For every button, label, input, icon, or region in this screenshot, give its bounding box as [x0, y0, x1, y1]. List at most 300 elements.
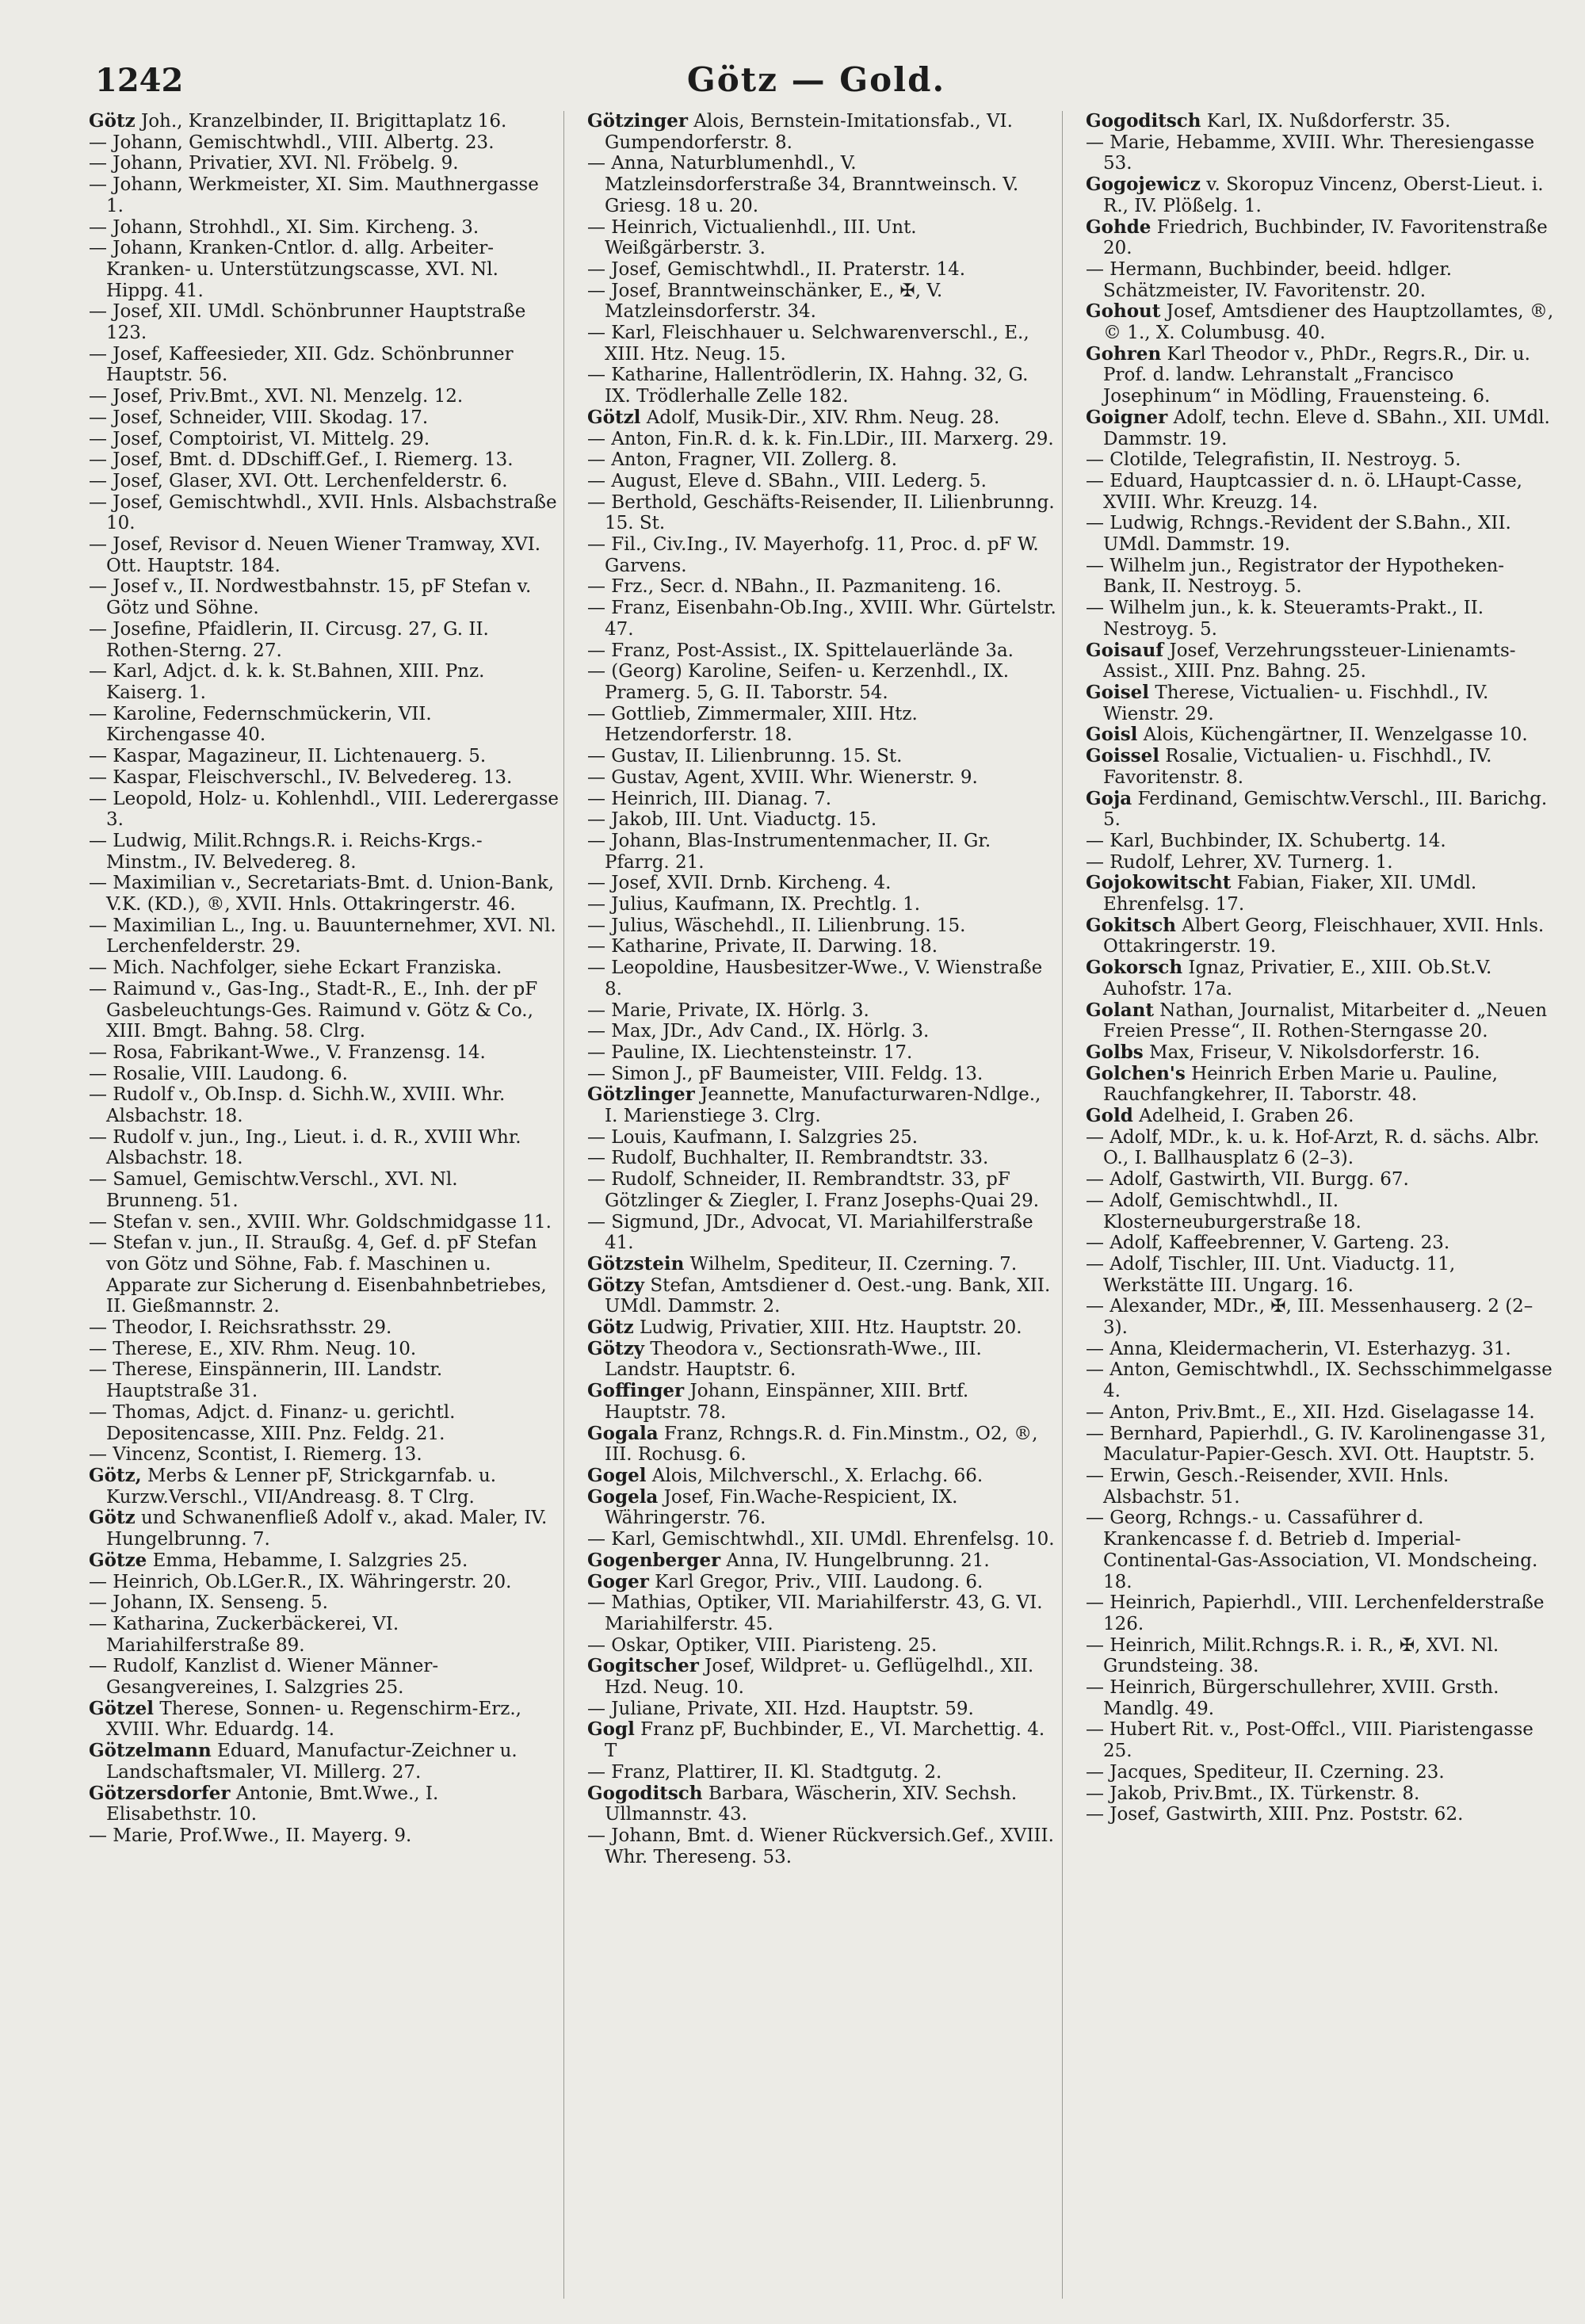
directory-entry	[587, 1529, 1057, 1550]
entry-text: Joh., Kranzelbinder, II. Brigittaplatz 16.	[140, 111, 507, 132]
entry-text: — Simon J., pF Baumeister, VIII. Feldg. 13.	[587, 1063, 983, 1084]
directory-entry	[89, 873, 559, 915]
directory-entry	[587, 598, 1057, 640]
entry-text: — Clotilde, Telegrafistin, II. Nestroyg. 5.	[1086, 449, 1461, 471]
entry-surname: Götze	[89, 1549, 147, 1571]
directory-entry	[587, 429, 1057, 450]
directory-entry	[1086, 1106, 1556, 1127]
entry-surname: Gogitscher	[587, 1655, 699, 1677]
entry-text: — Anna, Kleidermacherin, VI. Esterhazyg. 31.	[1086, 1338, 1511, 1359]
entry-text: — Josef, Comptoirist, VI. Mittelg. 29.	[89, 428, 430, 449]
entry-text: — Josef, XII. UMdl. Schönbrunner Hauptstraße 123.	[89, 301, 526, 344]
directory-entry	[587, 1127, 1057, 1149]
entry-text: — Josef, XVII. Drnb. Kircheng. 4.	[587, 873, 892, 894]
directory-entry	[1086, 1042, 1556, 1064]
directory-entry	[1086, 1359, 1556, 1401]
directory-entry	[587, 1719, 1057, 1761]
directory-entry	[89, 789, 559, 831]
directory-entry	[587, 1592, 1057, 1634]
directory-entry	[89, 958, 559, 979]
entry-text: — Franz, Plattirer, II. Kl. Stadtgutg. 2.	[587, 1761, 942, 1783]
entry-surname: Götz	[89, 111, 136, 132]
directory-entry	[587, 915, 1057, 937]
directory-entry	[89, 238, 559, 301]
entry-text: — Josefine, Pfaidlerin, II. Circusg. 27, G. II. Rothen-Sterng. 27.	[89, 618, 489, 661]
directory-entry	[89, 449, 559, 471]
entry-text: — Rudolf, Buchhalter, II. Rembrandtstr. 33.	[587, 1148, 989, 1169]
directory-entry	[587, 153, 1057, 216]
entry-text: — Stefan v. jun., II. Straußg. 4, Gef. d. pF Stefan von Götz und Söhne, Fab. f. Maschinen u. Apparate zur Sicherung d. Eisenbahnbetriebes, II. Gießmannstr. 2.	[89, 1233, 547, 1317]
directory-entry	[89, 746, 559, 767]
entry-text: — Adolf, Gemischtwhdl., II. Klosterneuburgerstraße 18.	[1086, 1190, 1362, 1233]
directory-entry	[587, 217, 1057, 259]
entry-text: — Josef, Gemischtwhdl., II. Praterstr. 14.	[587, 258, 966, 280]
directory-entry	[1086, 958, 1556, 1000]
directory-entry	[587, 1550, 1057, 1572]
directory-entry	[1086, 174, 1556, 216]
entry-text: — Jacques, Spediteur, II. Czerning. 23.	[1086, 1761, 1445, 1783]
directory-entry	[89, 407, 559, 429]
directory-entry	[587, 1317, 1057, 1339]
entry-text: — Adolf, Kaffeebrenner, V. Garteng. 23.	[1086, 1233, 1450, 1254]
entry-text: Josef, Wildpret- u. Geflügelhdl., XII. Hzd. Neug. 10.	[605, 1656, 1034, 1699]
entry-text: — Josef, Gemischtwhdl., XVII. Hnls. Alsbachstraße 10.	[89, 491, 557, 534]
entry-surname: Gogl	[587, 1718, 635, 1741]
directory-entry	[1086, 598, 1556, 640]
entry-surname: Gojokowitscht	[1086, 872, 1232, 894]
directory-entry	[89, 492, 559, 534]
directory-entry	[587, 259, 1057, 281]
entry-text: Heinrich Erben Marie u. Pauline, Rauchfangkehrer, II. Taborstr. 48.	[1103, 1063, 1498, 1106]
directory-entry	[89, 704, 559, 746]
entry-text: — Leopoldine, Hausbesitzer-Wwe., V. Wienstraße 8.	[587, 958, 1043, 1000]
entry-surname: Götz	[587, 1317, 634, 1339]
directory-entry	[1086, 1424, 1556, 1466]
directory-entry	[89, 915, 559, 958]
entry-surname: Götzelmann	[89, 1740, 212, 1762]
directory-entry	[89, 1466, 559, 1508]
entry-text: Karl Gregor, Priv., VIII. Laudong. 6.	[655, 1571, 983, 1592]
directory-entry	[587, 1635, 1057, 1657]
directory-entry	[89, 576, 559, 618]
entry-text: Franz pF, Buchbinder, E., VI. Marchettig. 4. T	[605, 1719, 1045, 1762]
directory-entry	[89, 386, 559, 407]
entry-text: — Wilhelm jun., Registrator der Hypotheken-Bank, II. Nestroyg. 5.	[1086, 555, 1505, 598]
directory-entry	[89, 1169, 559, 1211]
directory-entry	[89, 301, 559, 343]
entry-surname: Gogoditsch	[1086, 111, 1201, 132]
entry-text: — Heinrich, Victualienhdl., III. Unt. Weißgärberstr. 3.	[587, 216, 917, 259]
directory-entry	[587, 746, 1057, 767]
entry-text: — Maximilian L., Ing. u. Bauunternehmer, XVI. Nl. Lerchenfelderstr. 29.	[89, 915, 556, 958]
entry-text: — Josef, Schneider, VIII. Skodag. 17.	[89, 407, 429, 428]
directory-entry	[89, 1042, 559, 1064]
entry-text: — Josef, Glaser, XVI. Ott. Lerchenfelderstr. 6.	[89, 470, 508, 491]
entry-surname: Goja	[1086, 787, 1132, 809]
directory-entry	[89, 1317, 559, 1339]
directory-entry	[89, 1084, 559, 1126]
directory-entry	[587, 449, 1057, 471]
directory-entry	[587, 365, 1057, 407]
entry-surname: Golchen's	[1086, 1062, 1186, 1084]
entry-text: — Leopold, Holz- u. Kohlenhdl., VIII. Lederergasse 3.	[89, 788, 560, 831]
entry-text: Adelheid, I. Graben 26.	[1139, 1106, 1354, 1127]
entry-text: Alois, Bernstein-Imitationsfab., VI. Gumpendorferstr. 8.	[605, 111, 1013, 153]
entry-text: — Heinrich, III. Dianag. 7.	[587, 788, 832, 809]
entry-surname: Gogala	[587, 1422, 659, 1444]
entry-text: — Karoline, Federnschmückerin, VII. Kirchengasse 40.	[89, 703, 432, 746]
entry-text: — Pauline, IX. Liechtensteinstr. 17.	[587, 1042, 913, 1063]
directory-entry	[1086, 1719, 1556, 1761]
directory-entry	[587, 281, 1057, 323]
directory-entry	[587, 1021, 1057, 1042]
entry-text: Karl Theodor v., PhDr., Regrs.R., Dir. u. Prof. d. landw. Lehranstalt „Francisco Josephinum“ in Mödling, Frauensteing. 6.	[1103, 343, 1530, 407]
directory-entry	[1086, 471, 1556, 513]
entry-surname: Götzlinger	[587, 1084, 695, 1106]
entry-text: — Josef, Gastwirth, XIII. Pnz. Poststr. 62.	[1086, 1804, 1464, 1825]
entry-surname: Gogenberger	[587, 1549, 721, 1571]
entry-text: Emma, Hebamme, I. Salzgries 25.	[152, 1550, 468, 1571]
directory-entry	[89, 1339, 559, 1360]
entry-text: — Juliane, Private, XII. Hzd. Hauptstr. 59.	[587, 1698, 974, 1719]
entry-text: — Berthold, Geschäfts-Reisender, II. Lilienbrunng. 15. St.	[587, 491, 1055, 534]
entry-text: — Johann, Gemischtwhdl., VIII. Albertg. 23.	[89, 132, 495, 153]
directory-entry	[1086, 1804, 1556, 1825]
entry-text: — Rudolf v. jun., Ing., Lieut. i. d. R., XVIII Whr. Alsbachstr. 18.	[89, 1126, 521, 1169]
directory-entry	[587, 1339, 1057, 1381]
directory-columns	[89, 111, 1561, 2299]
entry-surname: Goissel	[1086, 745, 1159, 767]
directory-entry	[1086, 556, 1556, 598]
directory-entry	[587, 1000, 1057, 1022]
entry-text: — Anton, Priv.Bmt., E., XII. Hzd. Giselagasse 14.	[1086, 1401, 1535, 1423]
directory-entry	[587, 831, 1057, 873]
directory-entry	[587, 1424, 1057, 1466]
directory-entry	[1086, 1677, 1556, 1719]
entry-text: — Julius, Wäschehdl., II. Lilienbrung. 15.	[587, 915, 966, 936]
entry-text: — Therese, E., XIV. Rhm. Neug. 10.	[89, 1338, 417, 1359]
entry-text: — Marie, Hebamme, XVIII. Whr. Theresiengasse 53.	[1086, 132, 1535, 174]
entry-text: — Samuel, Gemischtw.Verschl., XVI. Nl. Brunneng. 51.	[89, 1169, 458, 1211]
directory-entry	[1086, 217, 1556, 259]
directory-entry	[1086, 1592, 1556, 1634]
entry-text: — Karl, Fleischhauer u. Selchwarenverschl., E., XIII. Htz. Neug. 15.	[587, 323, 1029, 365]
entry-text: Ludwig, Privatier, XIII. Htz. Hauptstr. 20.	[639, 1317, 1022, 1339]
entry-text: Adolf, techn. Eleve d. SBahn., XII. UMdl. Dammstr. 19.	[1103, 407, 1550, 449]
directory-entry	[587, 789, 1057, 810]
directory-entry	[587, 661, 1057, 703]
entry-text: — Therese, Einspännerin, III. Landstr. Hauptstraße 31.	[89, 1359, 443, 1402]
directory-entry	[587, 1762, 1057, 1783]
entry-text: — Karl, Buchbinder, IX. Schubertg. 14.	[1086, 830, 1446, 851]
entry-text: — Max, JDr., Adv Cand., IX. Hörlg. 3.	[587, 1021, 930, 1042]
entry-text: — (Georg) Karoline, Seifen- u. Kerzenhdl., IX. Pramerg. 5, G. II. Taborstr. 54.	[587, 661, 1010, 703]
entry-text: — Hermann, Buchbinder, beeid. hdlger. Schätzmeister, IV. Favoritenstr. 20.	[1086, 258, 1453, 301]
entry-text: Josef, Verzehrungssteuer-Linienamts-Assist., XIII. Pnz. Bahng. 25.	[1103, 640, 1516, 682]
entry-text: — Josef, Bmt. d. DDschiff.Gef., I. Riemerg. 13.	[89, 449, 514, 471]
entry-text: — Adolf, Tischler, III. Unt. Viaductg. 11, Werkstätte III. Ungarg. 16.	[1086, 1253, 1456, 1296]
directory-entry	[1086, 1402, 1556, 1424]
directory-entry	[89, 471, 559, 492]
directory-entry	[89, 1592, 559, 1614]
entry-surname: Gokitsch	[1086, 914, 1176, 936]
directory-entry	[89, 1444, 559, 1466]
directory-entry	[89, 132, 559, 154]
entry-text: — Marie, Prof.Wwe., II. Mayerg. 9.	[89, 1825, 412, 1846]
entry-surname: Golant	[1086, 999, 1154, 1021]
directory-entry	[89, 1402, 559, 1444]
entry-text: — Rudolf, Lehrer, XV. Turnerg. 1.	[1086, 851, 1393, 873]
directory-entry	[89, 767, 559, 789]
entry-text: — Franz, Post-Assist., IX. Spittelauerlände 3a.	[587, 640, 1014, 661]
entry-text: — Raimund v., Gas-Ing., Stadt-R., E., Inh. der pF Gasbeleuchtungs-Ges. Raimund v. Götz & Co., XIII. Bmgt. Bahng. 58. Clrg.	[89, 978, 538, 1042]
entry-text: — Johann, IX. Senseng. 5.	[89, 1592, 328, 1614]
directory-entry	[89, 661, 559, 703]
entry-text: — Ludwig, Rchngs.-Revident der S.Bahn., XII. UMdl. Dammstr. 19.	[1086, 513, 1511, 556]
entry-surname: Götzy	[587, 1337, 645, 1359]
directory-entry	[89, 1656, 559, 1698]
entry-surname: Gokorsch	[1086, 957, 1183, 979]
entry-text: Merbs & Lenner pF, Strickgarnfab. u. Kurzw.Verschl., VII/Andreasg. 8. T Clrg.	[106, 1466, 497, 1508]
directory-entry	[89, 153, 559, 174]
directory-entry	[89, 111, 559, 132]
directory-entry	[1086, 1339, 1556, 1360]
directory-entry	[1086, 873, 1556, 915]
entry-surname: Golbs	[1086, 1041, 1144, 1063]
directory-entry	[89, 1212, 559, 1233]
entry-text: — Josef v., II. Nordwestbahnstr. 15, pF Stefan v. Götz und Söhne.	[89, 576, 532, 619]
entry-text: Theodora v., Sectionsrath-Wwe., III. Landstr. Hauptstr. 6.	[605, 1338, 982, 1381]
entry-surname: Gohout	[1086, 300, 1161, 323]
directory-entry	[587, 894, 1057, 915]
entry-text: — Josef, Revisor d. Neuen Wiener Tramway, XVI. Ott. Hauptstr. 184.	[89, 534, 541, 576]
directory-entry	[587, 1825, 1057, 1867]
directory-entry	[89, 174, 559, 216]
entry-text: — Louis, Kaufmann, I. Salzgries 25.	[587, 1126, 919, 1148]
directory-entry	[587, 1487, 1057, 1529]
directory-entry	[587, 1275, 1057, 1317]
entry-text: — Rudolf v., Ob.Insp. d. Sichh.W., XVIII. Whr. Alsbachstr. 18.	[89, 1084, 506, 1127]
directory-entry	[89, 1783, 559, 1825]
entry-text: — Anna, Naturblumenhdl., V. Matzleinsdorferstraße 34, Branntweinsch. V. Griesg. 18 u. 20.	[587, 153, 1019, 216]
directory-entry	[587, 492, 1057, 534]
entry-text: — Mathias, Optiker, VII. Mariahilferstr. 43, G. VI. Mariahilferstr. 45.	[587, 1592, 1043, 1634]
entry-text: — Theodor, I. Reichsrathsstr. 29.	[89, 1317, 392, 1339]
entry-surname: Gold	[1086, 1105, 1133, 1127]
entry-text: — Heinrich, Ob.LGer.R., IX. Währingerstr. 20.	[89, 1571, 512, 1592]
entry-surname: Gogela	[587, 1485, 659, 1508]
directory-entry	[587, 1656, 1057, 1698]
entry-text: Alois, Küchengärtner, II. Wenzelgasse 10.	[1143, 724, 1528, 746]
directory-entry	[89, 429, 559, 450]
entry-text: Ferdinand, Gemischtw.Verschl., III. Barichg. 5.	[1103, 788, 1548, 831]
entry-text: — Sigmund, JDr., Advocat, VI. Mariahilferstraße 41.	[587, 1211, 1033, 1254]
entry-text: — Johann, Blas-Instrumentenmacher, II. Gr. Pfarrg. 21.	[587, 830, 991, 873]
directory-entry	[89, 1508, 559, 1550]
entry-text: — Katharina, Zuckerbäckerei, VI. Mariahilferstraße 89.	[89, 1613, 399, 1656]
entry-text: — Hubert Rit. v., Post-Offcl., VIII. Piaristengasse 25.	[1086, 1719, 1533, 1762]
entry-text: Karl, IX. Nußdorferstr. 35.	[1206, 111, 1451, 132]
directory-entry	[587, 576, 1057, 598]
directory-entry	[587, 1572, 1057, 1593]
column-3	[1086, 111, 1561, 2299]
directory-entry	[587, 1254, 1057, 1275]
entry-text: — Jakob, III. Unt. Viaductg. 15.	[587, 809, 877, 831]
entry-text: — Mich. Nachfolger, siehe Eckart Franziska.	[89, 958, 502, 979]
directory-entry	[89, 534, 559, 576]
entry-text: — Heinrich, Bürgerschullehrer, XVIII. Grsth. Mandlg. 49.	[1086, 1677, 1499, 1719]
entry-text: Josef, Fin.Wache-Respicient, IX. Währingerstr. 76.	[605, 1486, 958, 1529]
entry-text: Ignaz, Privatier, E., XIII. Ob.St.V. Auhofstr. 17a.	[1103, 958, 1492, 1000]
entry-text: — Adolf, Gastwirth, VII. Burgg. 67.	[1086, 1169, 1409, 1191]
entry-surname: Götzy	[587, 1274, 645, 1296]
directory-entry	[1086, 852, 1556, 873]
directory-entry	[587, 809, 1057, 831]
directory-entry	[587, 958, 1057, 1000]
directory-entry	[1086, 407, 1556, 449]
entry-text: Fabian, Fiaker, XII. UMdl. Ehrenfelsg. 17.	[1103, 873, 1477, 915]
entry-text: — Frz., Secr. d. NBahn., II. Pazmaniteng. 16.	[587, 576, 1002, 598]
column-1	[89, 111, 564, 2299]
entry-text: — Katharine, Hallentrödlerin, IX. Hahng. 32, G. IX. Trödlerhalle Zelle 182.	[587, 365, 1029, 407]
entry-text: — Rosa, Fabrikant-Wwe., V. Franzensg. 14.	[89, 1042, 486, 1063]
directory-entry	[1086, 1296, 1556, 1338]
entry-text: — Gustav, II. Lilienbrunng. 15. St.	[587, 746, 903, 767]
entry-surname: Gogojewicz	[1086, 174, 1201, 196]
directory-entry	[587, 873, 1057, 894]
entry-surname: Gogel	[587, 1465, 647, 1486]
entry-surname: Götz	[89, 1507, 136, 1529]
directory-entry	[1086, 513, 1556, 555]
entry-surname: Götzinger	[587, 111, 688, 132]
entry-text: — Marie, Private, IX. Hörlg. 3.	[587, 1000, 869, 1021]
entry-text: — Rosalie, VIII. Laudong. 6.	[89, 1063, 348, 1084]
entry-text: Barbara, Wäscherin, XIV. Sechsh. Ullmannstr. 43.	[605, 1783, 1018, 1825]
directory-entry	[89, 619, 559, 661]
entry-surname: Goisel	[1086, 681, 1150, 703]
directory-entry	[89, 979, 559, 1042]
entry-surname: Gohren	[1086, 342, 1162, 365]
entry-surname: Götzl	[587, 406, 641, 428]
directory-entry	[1086, 1783, 1556, 1805]
directory-entry	[1086, 1762, 1556, 1783]
entry-text: — Georg, Rchngs.- u. Cassaführer d. Krankencasse f. d. Betrieb d. Imperial-Continental-Gas-Association, VI. Mondscheing. 18.	[1086, 1508, 1538, 1592]
entry-text: Alois, Milchverschl., X. Erlachg. 66.	[651, 1466, 983, 1486]
entry-text: — Wilhelm jun., k. k. Steueramts-Prakt., II. Nestroyg. 5.	[1086, 598, 1484, 640]
directory-entry	[587, 1466, 1057, 1487]
directory-entry	[1086, 301, 1556, 343]
entry-surname: Götzel	[89, 1697, 155, 1719]
entry-text: — Anton, Fin.R. d. k. k. Fin.LDir., III. Marxerg. 29.	[587, 428, 1054, 449]
entry-text: — Heinrich, Milit.Rchngs.R. i. R., ✠, XVI. Nl. Grundsteing. 38.	[1086, 1634, 1499, 1677]
entry-surname: Gogoditsch	[587, 1782, 703, 1804]
directory-entry	[1086, 746, 1556, 788]
entry-text: — Maximilian v., Secretariats-Bmt. d. Union-Bank, V.K. (KD.), ®, XVII. Hnls. Ottakringerstr. 46.	[89, 873, 555, 915]
directory-entry	[1086, 1508, 1556, 1592]
directory-entry	[587, 407, 1057, 429]
entry-text: Franz, Rchngs.R. d. Fin.Minstm., O2, ®, III. Rochusg. 6.	[605, 1423, 1038, 1466]
directory-entry	[89, 217, 559, 239]
entry-surname: Goisauf	[1086, 639, 1164, 661]
entry-text: — Fil., Civ.Ing., IV. Mayerhofg. 11, Proc. d. pF W. Garvens.	[587, 534, 1039, 576]
entry-text: — Gottlieb, Zimmermaler, XIII. Htz. Hetzendorferstr. 18.	[587, 703, 918, 746]
entry-text: — Karl, Adjct. d. k. k. St.Bahnen, XIII. Pnz. Kaiserg. 1.	[89, 661, 485, 703]
entry-text: Josef, Amtsdiener des Hauptzollamtes, ®, © 1., X. Columbusg. 40.	[1103, 301, 1554, 344]
entry-text: Wilhelm, Spediteur, II. Czerning. 7.	[689, 1253, 1018, 1275]
entry-text: — Josef, Kaffeesieder, XII. Gdz. Schönbrunner Hauptstr. 56.	[89, 343, 514, 386]
entry-text: — Thomas, Adjct. d. Finanz- u. gerichtl. Depositencasse, XIII. Pnz. Feldg. 21.	[89, 1401, 456, 1444]
entry-text: Antonie, Bmt.Wwe., I. Elisabethstr. 10.	[106, 1783, 439, 1825]
entry-text: Max, Friseur, V. Nikolsdorferstr. 16.	[1149, 1042, 1480, 1063]
entry-text: Johann, Einspänner, XIII. Brtf. Hauptstr. 78.	[605, 1381, 969, 1423]
entry-text: — Alexander, MDr., ✠, III. Messenhauserg. 2 (2–3).	[1086, 1296, 1533, 1339]
entry-surname: Götzstein	[587, 1252, 685, 1275]
entry-text: — Anton, Gemischtwhdl., IX. Sechsschimmelgasse 4.	[1086, 1359, 1553, 1402]
page-number: 1242	[95, 62, 184, 99]
entry-text: Stefan, Amtsdiener d. Oest.-ung. Bank, XII. UMdl. Dammstr. 2.	[605, 1275, 1051, 1317]
entry-text: Jeannette, Manufacturwaren-Ndlge., I. Marienstiege 3. Clrg.	[605, 1084, 1041, 1127]
entry-text: — Johann, Kranken-Cntlor. d. allg. Arbeiter-Kranken- u. Unterstützungscasse, XVI. Nl. Hippg. 41.	[89, 238, 498, 301]
directory-entry	[1086, 1254, 1556, 1296]
directory-entry	[1086, 682, 1556, 724]
entry-surname: Götzersdorfer	[89, 1782, 231, 1804]
directory-entry	[89, 1614, 559, 1656]
directory-entry	[1086, 132, 1556, 174]
entry-text: Adolf, Musik-Dir., XIV. Rhm. Neug. 28.	[646, 407, 1000, 428]
directory-entry	[1086, 259, 1556, 301]
entry-text: Eduard, Manufactur-Zeichner u. Landschaftsmaler, VI. Millerg. 27.	[106, 1741, 518, 1783]
directory-entry	[89, 1127, 559, 1169]
directory-entry	[1086, 1000, 1556, 1042]
directory-entry	[587, 767, 1057, 789]
directory-entry	[587, 1783, 1057, 1825]
directory-entry	[89, 1699, 559, 1741]
directory-entry	[1086, 1635, 1556, 1677]
entry-text: — Johann, Bmt. d. Wiener Rückversich.Gef., XVIII. Whr. Thereseng. 53.	[587, 1825, 1054, 1867]
directory-entry	[1086, 1064, 1556, 1106]
entry-text: — Rudolf, Kanzlist d. Wiener Männer-Gesangvereines, I. Salzgries 25.	[89, 1656, 439, 1699]
directory-entry	[587, 936, 1057, 958]
entry-text: — Anton, Fragner, VII. Zollerg. 8.	[587, 449, 897, 471]
entry-text: — Johann, Privatier, XVI. Nl. Fröbelg. 9.	[89, 153, 459, 174]
entry-text: Anna, IV. Hungelbrunng. 21.	[726, 1550, 990, 1571]
entry-text: — Oskar, Optiker, VIII. Piaristeng. 25.	[587, 1634, 938, 1656]
directory-entry	[1086, 789, 1556, 831]
directory-entry	[1086, 831, 1556, 852]
directory-entry	[587, 640, 1057, 662]
directory-entry	[587, 1084, 1057, 1126]
directory-entry	[1086, 640, 1556, 682]
directory-entry	[1086, 1127, 1556, 1169]
directory-entry	[587, 1381, 1057, 1423]
directory-entry	[89, 1359, 559, 1401]
entry-text: — Gustav, Agent, XVIII. Whr. Wienerstr. 9.	[587, 766, 978, 788]
directory-entry	[587, 704, 1057, 746]
directory-entry	[1086, 344, 1556, 407]
entry-text: — Julius, Kaufmann, IX. Prechtlg. 1.	[587, 894, 921, 915]
entry-text: Therese, Victualien- u. Fischhdl., IV. Wienstr. 29.	[1103, 682, 1489, 724]
directory-entry	[89, 831, 559, 873]
entry-text: — Kaspar, Magazineur, II. Lichtenauerg. 5.	[89, 746, 487, 767]
directory-entry	[1086, 1191, 1556, 1233]
entry-text: — Franz, Eisenbahn-Ob.Ing., XVIII. Whr. Gürtelstr. 47.	[587, 598, 1056, 640]
entry-text: — Adolf, MDr., k. u. k. Hof-Arzt, R. d. sächs. Albr. O., I. Ballhausplatz 6 (2–3).	[1086, 1126, 1540, 1169]
directory-entry	[1086, 1466, 1556, 1508]
entry-text: — Johann, Werkmeister, XI. Sim. Mauthnergasse 1.	[89, 174, 539, 216]
directory-entry	[89, 1064, 559, 1085]
entry-text: Rosalie, Victualien- u. Fischhdl., IV. Favoritenstr. 8.	[1103, 746, 1492, 788]
directory-entry	[587, 1212, 1057, 1254]
